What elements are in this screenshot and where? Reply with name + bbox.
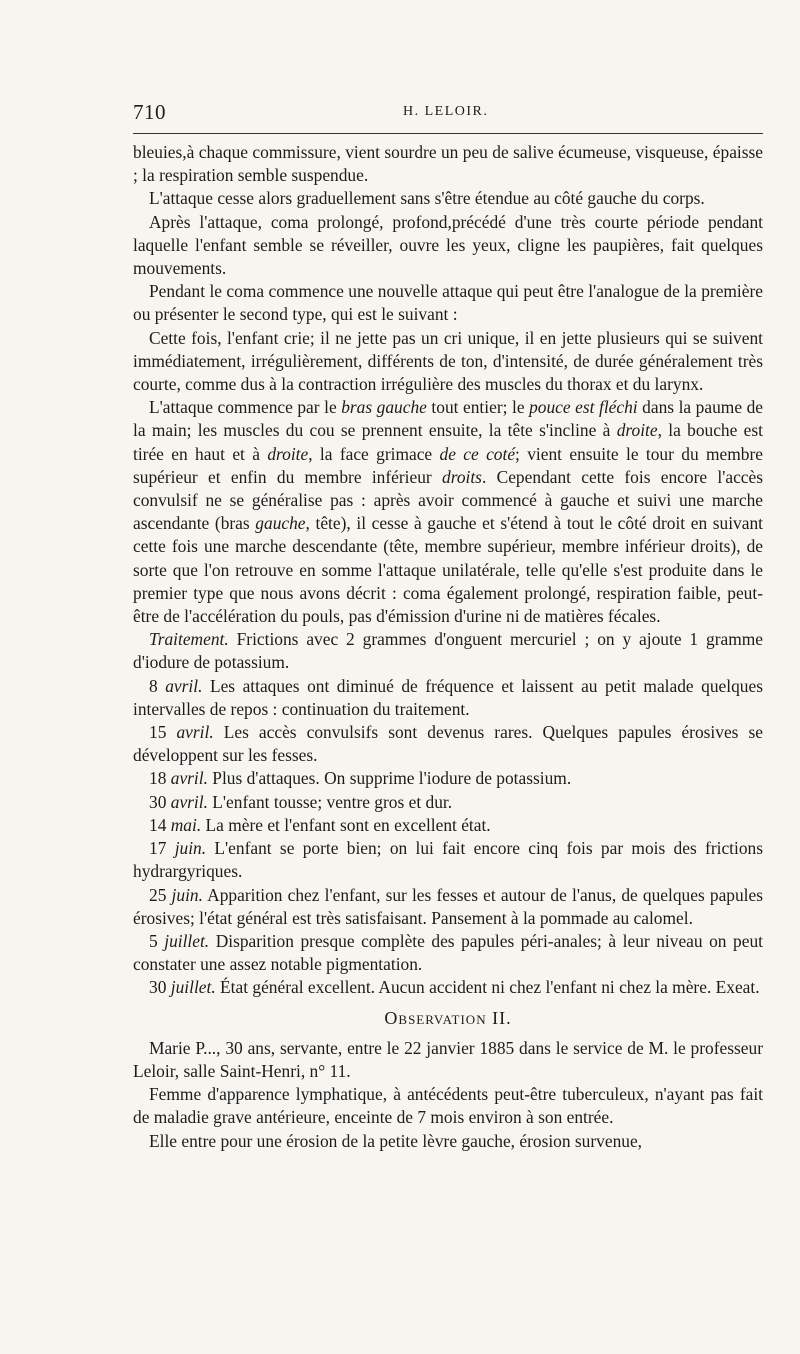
text-run: Marie P..., 30 ans, servante, entre le 22 janvier 1885 dans le service de M. le professeur Leloir, salle Saint-Henri, n° 11. — [133, 1037, 763, 1081]
italic-text: Traitement. — [149, 629, 229, 650]
body-text — [133, 141, 763, 1153]
running-head: H. LELOIR. — [403, 104, 489, 119]
text-run: L'enfant tousse; ventre gros et dur. — [207, 791, 453, 812]
paragraph — [133, 1130, 763, 1153]
text-run: Plus d'attaques. On supprime l'iodure de potassium. — [207, 768, 572, 789]
italic-text: bras gauche — [341, 397, 427, 418]
text-run: , la bouche est tirée en haut et à — [133, 420, 763, 464]
paragraph — [133, 211, 763, 281]
text-run: Pendant le coma commence une nouvelle attaque qui peut être l'analogue de la première ou présenter le second type, qui est le suivant : — [133, 281, 763, 325]
text-run: 17 — [149, 838, 175, 859]
paragraph — [133, 1037, 763, 1083]
italic-text: avril. — [170, 768, 208, 789]
text-run: L'attaque commence par le — [149, 397, 342, 418]
italic-text: gauche — [255, 513, 306, 534]
text-run: La mère et l'enfant sont en excellent état. — [201, 814, 491, 835]
paragraph — [133, 675, 763, 721]
paragraph — [133, 141, 763, 187]
italic-text: droits — [442, 466, 482, 487]
text-run: État général excellent. Aucun accident ni chez l'enfant ni chez la mère. Exeat. — [215, 977, 760, 998]
italic-text: avril. — [170, 791, 208, 812]
text-run: Les accès convulsifs sont devenus rares. Quelques papules érosives se développent sur les fesses. — [133, 722, 763, 766]
text-run: Après l'attaque, coma prolongé, profond,précédé d'une très courte période pendant laquelle l'enfant semble se réveiller, ouvre les yeux, cligne les paupières, fait quelques mouvements. — [133, 211, 763, 279]
paragraph — [133, 837, 763, 883]
italic-text: avril. — [165, 675, 203, 696]
paragraph — [133, 1083, 763, 1129]
italic-text: juillet. — [164, 930, 210, 951]
italic-text: de ce coté — [439, 443, 516, 464]
text-run: 15 — [149, 722, 177, 743]
paragraph — [133, 721, 763, 767]
paragraph — [133, 976, 763, 999]
text-run: , tête), il cesse à gauche et s'étend à tout le côté droit en suivant cette fois une marche descendante (tête, membre supérieur, membre inférieur droits), de sorte que l'on retrouve en somme l'attaque unilatérale, telle qu'elle s'est produite dans le premier type que nous avons décrit : coma également prolongé, respiration faible, peut-être de l'accélération du pouls, pas d'émission d'urine ni de matières fécales. — [133, 513, 763, 627]
text-run: ; vient ensuite le tour du membre supérieur et enfin du membre inférieur — [133, 443, 763, 487]
paragraph — [133, 280, 763, 326]
paragraph — [133, 791, 763, 814]
text-run: 8 — [149, 675, 166, 696]
italic-text: pouce est fléchi — [529, 397, 638, 418]
section-title: Observation II. — [384, 1007, 512, 1028]
text-run: dans la paume de la main; les muscles du cou se prennent ensuite, la tête s'incline à — [133, 397, 763, 441]
text-run: 25 — [149, 884, 172, 905]
text-run: Cette fois, l'enfant crie; il ne jette pas un cri unique, il en jette plusieurs qui se suivent immédiatement, irrégulièrement, différents de ton, d'intensité, de durée généralement très courte, comme dus à la contraction irrégulière des muscles du thorax et du larynx. — [133, 327, 763, 395]
text-run: 30 — [149, 791, 171, 812]
italic-text: juin. — [174, 838, 207, 859]
paragraph — [133, 327, 763, 397]
paragraph — [133, 814, 763, 837]
text-run: 30 — [149, 977, 171, 998]
paragraph — [133, 767, 763, 790]
italic-text: mai. — [170, 814, 202, 835]
text-run: Elle entre pour une érosion de la petite lèvre gauche, érosion survenue, — [149, 1130, 643, 1151]
text-run: 14 — [149, 814, 171, 835]
text-run: 18 — [149, 768, 171, 789]
text-run: , la face grimace — [308, 443, 440, 464]
text-run: Apparition chez l'enfant, sur les fesses et autour de l'anus, de quelques papules érosives; l'état général est très satisfaisant. Pansement à la pommade au calomel. — [133, 884, 763, 928]
paragraph — [133, 396, 763, 628]
text-run: Femme d'apparence lymphatique, à antécédents peut-être tuberculeux, n'ayant pas fait de maladie grave antérieure, enceinte de 7 mois environ à son entrée. — [133, 1084, 763, 1128]
paragraph — [133, 930, 763, 976]
text-run: tout entier; le — [426, 397, 530, 418]
text-run: 5 — [149, 930, 165, 951]
text-run: Disparition presque complète des papules péri-anales; à leur niveau on peut constater une assez notable pigmentation. — [133, 930, 763, 975]
paragraph — [133, 884, 763, 930]
text-run: L'attaque cesse alors graduellement sans s'être étendue au côté gauche du corps. — [149, 188, 705, 209]
text-run: . Cependant cette fois encore l'accès convulsif ne se généralise pas : après avoir commencé à gauche et suivi une marche ascendante (bras — [133, 466, 763, 534]
italic-text: juillet. — [170, 977, 216, 998]
italic-text: juin. — [171, 884, 203, 905]
text-run: Frictions avec 2 grammes d'onguent mercuriel ; on y ajoute 1 gramme d'iodure de potassium. — [133, 629, 763, 673]
italic-text: droite — [267, 443, 309, 464]
paragraph — [133, 628, 763, 674]
text-run: L'enfant se porte bien; on lui fait encore cinq fois par mois des frictions hydrargyriques. — [133, 838, 763, 882]
header-rule — [133, 133, 763, 134]
paragraph — [133, 187, 763, 210]
page-number: 710 — [133, 100, 166, 124]
page-header — [133, 100, 763, 130]
text-run: Les attaques ont diminué de fréquence et laissent au petit malade quelques intervalles de repos : continuation du traitement. — [133, 675, 763, 719]
text-run: bleuies,à chaque commissure, vient sourdre un peu de salive écumeuse, visqueuse, épaisse ; la respiration semble suspendue. — [133, 142, 763, 186]
italic-text: droite — [616, 420, 658, 441]
italic-text: avril. — [176, 722, 214, 743]
